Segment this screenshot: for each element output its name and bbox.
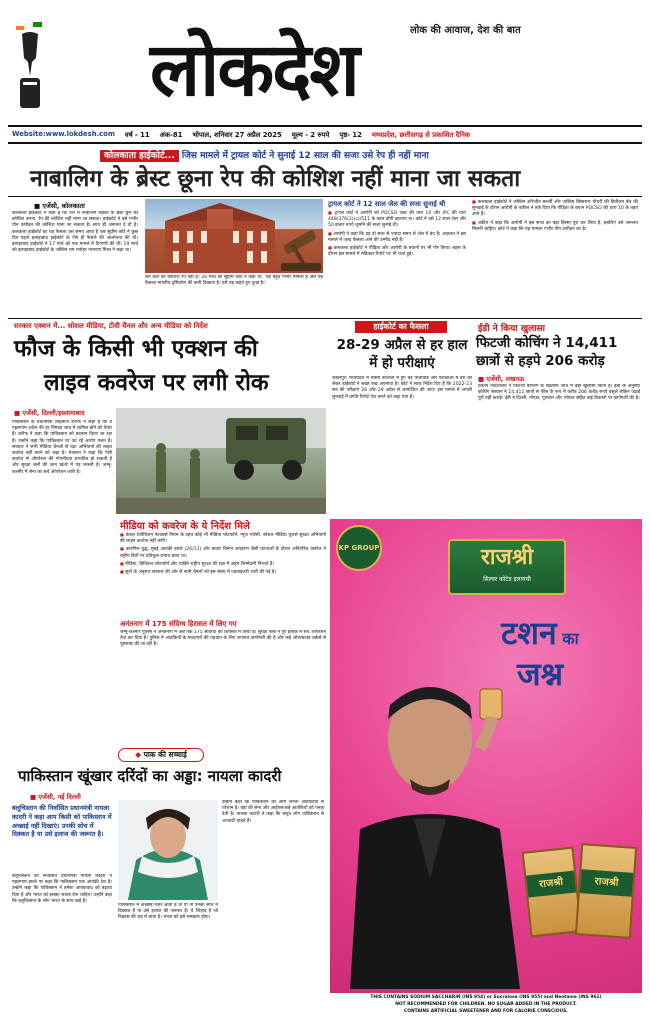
editions-label: मध्यप्रदेश, छत्तीसगढ़ से प्रकाशित दैनिक bbox=[371, 130, 471, 139]
section-rule bbox=[8, 318, 642, 319]
court2-body: जबलपुर। मध्यप्रदेश में नर्सिंग कॉलेजों में हुए बड़े फर्जीवाड़े और परीक्षाओं में देरी को लेकर हाईकोर्ट ने सख्त रुख अपनाया है। कोर्ट ने साफ निर्देश दिए हैं कि 2022-23 सत्र की परीक्षाएं 28 और 29 अप्रैल से आयोजित की जाएं। इस मामले में अगली सुनवाई में प्रगति रिपोर्ट पेश करने को कहा गया है। bbox=[332, 376, 472, 400]
website-link[interactable]: Website:www.lokdesh.com bbox=[12, 130, 115, 138]
courthouse-illustration bbox=[145, 199, 323, 273]
brand-name: राजश्री bbox=[480, 545, 534, 570]
place-date-label: भोपाल, शनिवार 27 अप्रैल 2025 bbox=[192, 130, 282, 139]
lead-col4-point: ■ वकील ने कहा कि आरोपी ने इस सजा का बड़ा हिस्सा पूरा कर लिया है, इसलिए उसे जमानत मिलनी चाहिए। कोर्ट ने कहा कि यह मामला गंभीर यौन उत्पीड़न का है। bbox=[472, 220, 638, 233]
pack-1-brand: राजश्री bbox=[526, 871, 576, 898]
guideline-item: ■ कारगिल युद्ध, मुंबई आतंकी हमले (26/11) और कंधार विमान अपहरण जैसी घटनाओं के दौरान अनियंत्रित कवरेज ने राष्ट्रीय हितों पर प्रतिकूल प्रभाव डाला था। bbox=[120, 546, 326, 559]
lead-headline: नाबालिग के ब्रेस्ट छूना रेप की कोशिश नहीं माना जा सकता bbox=[30, 166, 521, 192]
year-label: वर्ष - 11 bbox=[124, 130, 150, 139]
kashmir-body: जम्मू-कश्मीर पुलिस ने अनंतनाग में अब तक 175 संदिग्धों को हिरासत में लिया है। सुरक्षा बलों ने पूरे इलाके में सर्च ऑपरेशन तेज कर दिया है। पुलिस ने आतंकियों के मददगारों की पहचान के लिए लगातार छापेमारी की है और कई ओवरग्राउंड वर्कर्स से पूछताछ की जा रही है। bbox=[120, 630, 326, 648]
disclaimer-line-2: NOT RECOMMENDED FOR CHILDREN. NO SUGAR ADDED IN THE PRODUCT. bbox=[395, 1002, 577, 1007]
brand-badge bbox=[448, 539, 566, 595]
army-headline-1: फौज के किसी भी एक्शन की bbox=[14, 336, 258, 362]
lead-col4 bbox=[472, 199, 638, 309]
masthead-title: लोकदेश bbox=[150, 27, 358, 113]
lead-box-point: ■ आरोपी ने कहा कि वह दो साल से ज्यादा समय से जेल में बंद है। अदालत ने इस मामले में जल्द फैसला आने की उम्मीद नहीं है। bbox=[328, 231, 466, 244]
army-body-left: पाकिस्तान के प्रधानमंत्री शाहबाज शरीफ ने कहा है कि वे पहलगाम अटैक की हर निष्पक्ष जांच में शामिल होने को तैयार हैं। शरीफ ने कहा कि पाकिस्तान को बदनाम किया जा रहा है। उन्होंने कहा कि पाकिस्तान पर उठ रहे आरोप गलत हैं। सरकार ने सभी मीडिया चैनलों से रक्षा अभियानों की लाइव कवरेज नहीं करने को कहा है। मंत्रालय ने कहा कि ऐसी कवरेज से ऑपरेशन की गोपनीयता प्रभावित हो सकती है और सुरक्षा बलों की जान खतरे में पड़ सकती है। जम्मू-कश्मीर में सेना का सर्च ऑपरेशन जारी है। bbox=[12, 420, 112, 475]
product-pack-2 bbox=[575, 843, 637, 939]
pack-2-brand: राजश्री bbox=[580, 869, 634, 897]
dateline-bar bbox=[12, 128, 642, 140]
guideline-item: ■ केबल टेलीविजन नेटवर्क्स नियम के तहत कोई भी मीडिया प्लेटफॉर्म, न्यूज एजेंसी, सोशल मीडिया यूजर्स सुरक्षा अभियानों की लाइव कवरेज नहीं करेंगे। bbox=[120, 532, 326, 545]
lead-box-points bbox=[328, 210, 466, 310]
lead-rule bbox=[8, 196, 642, 197]
guidelines-list bbox=[120, 532, 326, 618]
pak-intro: बलूचिस्तान की निर्वासित प्रधानमंत्री नायला कादरी ने कहा आप किसी को पाकिस्तान में अच्छाई नहीं दिखाएं। उनकी सोच में दिक्कत है या उसे इलाज की जरूरत है। bbox=[12, 804, 112, 839]
slogan-word-3: जश्न bbox=[516, 655, 564, 693]
slogan-word-1: टशन bbox=[501, 614, 557, 652]
pak-body-3: उन्होंने कहा कि पाकिस्तान की आम जनता आतंकवाद से परेशान है। वहां की सेना और आईएसआई आतंकियों को पनाह देती है। नायला कादरी ने कहा कि बलूच लोग पाकिस्तान से आजादी चाहते हैं। bbox=[222, 800, 324, 824]
pages-label: पृष्ठ- 12 bbox=[339, 130, 362, 139]
pak-portrait bbox=[118, 800, 218, 900]
pak-headline: पाकिस्तान खूंखार दरिंदों का अड्डा: नायला कादरी bbox=[18, 767, 282, 785]
lead-box-point: ■ ट्रायल कोर्ट ने आरोपी को POCSO एक्ट की धारा 10 और IPC की धारा 448/376(2)(c)/511 के तहत दोषी ठहराया था। कोर्ट ने उसे 12 साल जेल और 50 हजार रुपये जुर्माने की सजा सुनाई थी। bbox=[328, 210, 466, 230]
price-label: मूल्य - 2 रुपये bbox=[291, 130, 330, 139]
lead-kicker: कोलकाता हाईकोर्ट... bbox=[100, 150, 179, 162]
pak-body-2: पाकिस्तान में अच्छाई नजर आती है तो या तो उनकी सोच में दिक्कत है या उसे इलाज की जरूरत है। ये जिहाद है जो विकास की राह में बाधा है। भारत को इसे समझना होगा। bbox=[118, 903, 218, 921]
kashmir-head: अनंतनाग में 175 संदिग्ध हिरासत में लिए गए bbox=[120, 620, 237, 628]
army-photo bbox=[116, 408, 326, 514]
ed-byline: ■ एजेंसी, लखनऊ bbox=[478, 375, 525, 383]
pak-tag bbox=[118, 748, 204, 762]
lead-strap bbox=[100, 148, 570, 162]
lead-box-point: ■ कलकत्ता हाईकोर्ट ने पीड़िता और आरोपी के बयानों पर भी गौर किया। बहस के दौरान इस मामले में मेडिकल रिपोर्ट पर भी चर्चा हुई। bbox=[328, 245, 466, 258]
masthead-rule bbox=[8, 125, 642, 127]
product-pack-1 bbox=[522, 847, 583, 938]
lead-photo-caption: लेने वाले को कोशिश रेप नहीं है। 26 मार्च को सुप्रीम कोर्ट ने कहा था, 'यह बहुत गंभीर मामला है और यह फैसला मानवीय दृष्टिकोण की कमी दिखाता है। हमें यह कहते हुए दुःख है।' bbox=[145, 275, 323, 287]
masthead-tagline: लोक की आवाज, देश की बात bbox=[410, 25, 521, 36]
lead-col1: कलकत्ता हाईकोर्ट ने कहा है कि नशे में नाबालिग लड़की के ब्रेस्ट छूने की कोशिश करना, रेप की कोशिश नहीं माना जा सकता। हाईकोर्ट ने इसे गंभीर यौन उत्पीड़न की कोशिश माना जा सकता है। साथ ही जमानत दे दी है। कलकत्ता हाईकोर्ट का यह फैसला उस समय आया है जब सुप्रीम कोर्ट ने कुछ दिन पहले इलाहाबाद हाईकोर्ट के ऐसे ही फैसले की आलोचना की थी। इलाहाबाद हाईकोर्ट ने 17 मार्च को एक मामले में टिप्पणी की थी। 19 मार्च को इलाहाबाद हाईकोर्ट के जस्टिस राम मनोहर नारायण मिश्रा ने कहा था। bbox=[12, 211, 138, 254]
lead-col4-point: ■ कलकत्ता हाईकोर्ट ने जस्टिस अरिजीत बनर्जी और जस्टिस बिस्वरूप चौधरी की डिवीजन बेंच की सुनवाई के दौरान आरोपी के वकील ने तर्क दिया कि पीड़िता के बयान POCSO की धारा 10 के तहत आते हैं। bbox=[472, 199, 638, 219]
ed-strap: ईडी ने किया खुलासा bbox=[478, 324, 545, 334]
pak-byline: ■ एजेंसी, नई दिल्ली bbox=[30, 793, 81, 801]
kp-group-label: KP GROUP bbox=[338, 544, 380, 552]
ad-model-figure bbox=[330, 669, 530, 989]
issue-label: अंक-81 bbox=[159, 130, 183, 139]
court2-headline: 28-29 अप्रैल से हर हाल में हो परीक्षाएं bbox=[336, 337, 468, 371]
pak-tag-icon: ◆ bbox=[135, 750, 141, 759]
lead-photo bbox=[145, 199, 323, 273]
disclaimer-line-3: CONTAINS ARTIFICIAL SWEETENER AND FOR CALORIE CONSCIOUS. bbox=[404, 1009, 568, 1014]
slogan-word-2: का bbox=[562, 629, 579, 648]
brand-sub: सिल्वर कोटेड इलायची bbox=[483, 576, 531, 583]
lead-byline: ■ एजेंसी, कोलकाता bbox=[34, 202, 85, 210]
army-byline: ■ एजेंसी, दिल्ली/इस्लामाबाद bbox=[14, 409, 85, 417]
court2-strap: हाईकोर्ट का फैसला bbox=[355, 321, 447, 333]
advertisement[interactable] bbox=[330, 519, 642, 1016]
pak-body: बलूचिस्तान की निर्वासित प्रधानमंत्री नायला कादरी ने पहलगाम हमले पर कहा कि पाकिस्तान एक आतंकी देश है। उन्होंने कहा कि पाकिस्तान ने हमेशा आतंकवाद को बढ़ावा दिया है और भारत को इसका जवाब देना चाहिए। उन्होंने कहा कि बलूचिस्तान के लोग भारत के साथ खड़े हैं। bbox=[12, 874, 112, 904]
ed-headline: फिटजी कोचिंग ने 14,411 छात्रों से हड़पे 206 करोड़ bbox=[476, 335, 618, 369]
ed-body: प्रवर्तन निदेशालय ने फिटजी कोचिंग के खिलाफ जांच में बड़ा खुलासा किया है। ईडी के अनुसार कोचिंग संस्थान ने 14,411 छात्रों से फीस के रूप में करीब 206 करोड़ रुपये वसूले लेकिन पढ़ाई पूरी नहीं कराई। ईडी ने दिल्ली, नोएडा, गुरुग्राम और भोपाल सहित कई ठिकानों पर छापेमारी की है। bbox=[478, 384, 640, 402]
pak-tag-label: पाक की सच्चाई bbox=[143, 750, 187, 759]
disclaimer-line-1: THIS CONTAINS SODIUM SACCHARIN (INS 954) or Sucralose (INS 955) and Neotame (INS 961) bbox=[370, 995, 602, 1000]
guideline-item: ■ मीडिया, डिजिटल प्लेटफॉर्म और व्यक्ति राष्ट्रीय सुरक्षा की रक्षा में अहम जिम्मेदारी निभाते हैं। bbox=[120, 561, 326, 568]
guideline-item: ■ सूत्रों के अनुसार सरकार की ओर से सभी चैनलों को इस संबंध में एडवाइजरी जारी की गई है। bbox=[120, 569, 326, 576]
kp-group-logo bbox=[336, 525, 382, 571]
lead-box-head: ट्रायल कोर्ट ने 12 साल जेल की सजा सुनाई थी bbox=[328, 200, 446, 208]
logo-emblem bbox=[8, 18, 52, 113]
army-vehicle-illustration bbox=[116, 408, 326, 514]
guidelines-head: मीडिया को कवरेज के ये निर्देश मिले bbox=[120, 521, 250, 532]
ad-disclaimer bbox=[330, 993, 642, 1016]
lead-strap-text: जिस मामले में ट्रायल कोर्ट ने सुनाई 12 साल की सजा उसे रेप ही नहीं माना bbox=[181, 151, 429, 161]
dateline-rule bbox=[8, 142, 642, 144]
army-headline-2: लाइव कवरेज पर लगी रोक bbox=[44, 370, 269, 396]
army-strap: सरकार एक्शन में... सोशल मीडिया, टीवी चैनल और अन्य मीडिया को निर्देश bbox=[14, 322, 208, 330]
